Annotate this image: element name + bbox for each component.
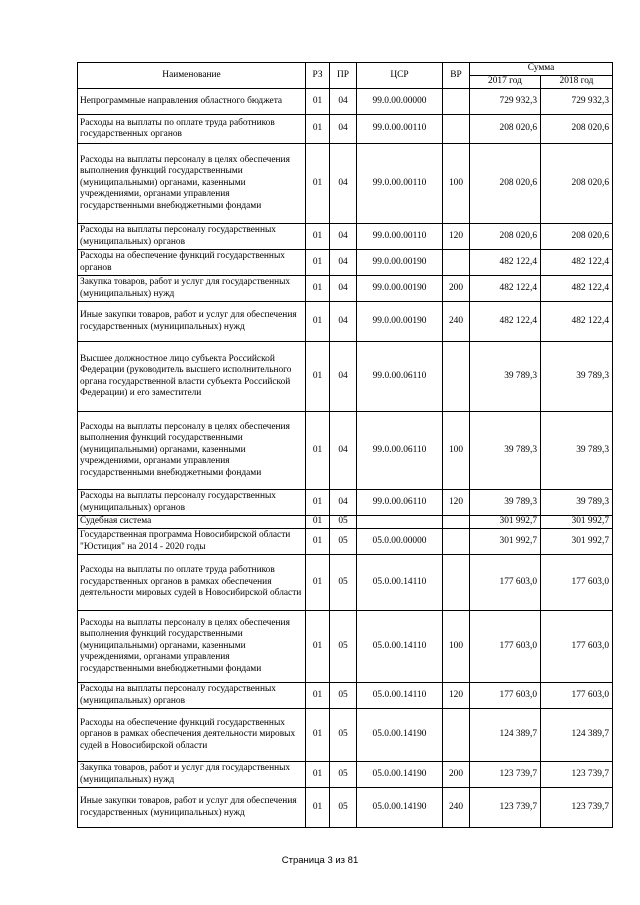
row-sum-2017: 301 992,7 xyxy=(470,529,541,555)
row-csr: 05.0.00.14110 xyxy=(357,555,443,611)
row-sum-2018: 39 789,3 xyxy=(541,412,613,490)
table-row xyxy=(78,250,613,276)
row-name: Иные закупки товаров, работ и услуг для обеспечения государственных (муниципальных) нужд xyxy=(78,788,306,828)
table-row xyxy=(78,412,613,490)
row-sum-2017: 177 603,0 xyxy=(470,683,541,709)
row-sum-2018: 123 739,7 xyxy=(541,762,613,788)
row-name: Закупка товаров, работ и услуг для государственных (муниципальных) нужд xyxy=(78,276,306,302)
table-row xyxy=(78,490,613,516)
row-csr: 05.0.00.14190 xyxy=(357,709,443,762)
row-sum-2018: 39 789,3 xyxy=(541,342,613,412)
row-csr: 99.0.00.00190 xyxy=(357,276,443,302)
row-sum-2018: 208 020,6 xyxy=(541,144,613,224)
row-rz: 01 xyxy=(306,89,330,115)
table-row xyxy=(78,302,613,342)
row-pr: 04 xyxy=(330,144,357,224)
row-vr xyxy=(443,115,470,144)
row-sum-2017: 482 122,4 xyxy=(470,276,541,302)
table-row xyxy=(78,683,613,709)
table-row xyxy=(78,529,613,555)
row-name: Закупка товаров, работ и услуг для государственных (муниципальных) нужд xyxy=(78,762,306,788)
table-row xyxy=(78,709,613,762)
row-vr xyxy=(443,250,470,276)
row-csr: 99.0.00.00190 xyxy=(357,302,443,342)
row-name: Расходы на выплаты персоналу государственных (муниципальных) органов xyxy=(78,683,306,709)
row-csr: 05.0.00.00000 xyxy=(357,529,443,555)
row-name: Судебная система xyxy=(78,516,306,529)
row-pr: 05 xyxy=(330,762,357,788)
row-pr: 04 xyxy=(330,276,357,302)
row-pr: 04 xyxy=(330,490,357,516)
row-pr: 05 xyxy=(330,709,357,762)
table-row xyxy=(78,762,613,788)
row-rz: 01 xyxy=(306,555,330,611)
row-rz: 01 xyxy=(306,529,330,555)
header-year-2018: 2018 год xyxy=(541,76,613,89)
row-csr: 99.0.00.06110 xyxy=(357,412,443,490)
row-vr: 120 xyxy=(443,683,470,709)
row-rz: 01 xyxy=(306,709,330,762)
row-pr: 04 xyxy=(330,412,357,490)
row-name: Государственная программа Новосибирской области "Юстиция" на 2014 - 2020 годы xyxy=(78,529,306,555)
row-csr: 05.0.00.14190 xyxy=(357,788,443,828)
table-row xyxy=(78,276,613,302)
row-name: Расходы на выплаты персоналу государственных (муниципальных) органов xyxy=(78,224,306,250)
row-sum-2018: 301 992,7 xyxy=(541,516,613,529)
row-sum-2018: 124 389,7 xyxy=(541,709,613,762)
row-rz: 01 xyxy=(306,224,330,250)
row-sum-2018: 177 603,0 xyxy=(541,683,613,709)
row-rz: 01 xyxy=(306,412,330,490)
row-name: Расходы на выплаты персоналу в целях обеспечения выполнения функций государственными (муниципальными) органами, казенными учреждениями, органами управления государственными внебюджетными фондами xyxy=(78,611,306,683)
row-sum-2018: 177 603,0 xyxy=(541,611,613,683)
row-name: Высшее должностное лицо субъекта Российской Федерации (руководитель высшего исполнительного органа государственной власти субъекта Российской Федерации) и его заместители xyxy=(78,342,306,412)
row-csr: 05.0.00.14190 xyxy=(357,762,443,788)
row-sum-2017: 729 932,3 xyxy=(470,89,541,115)
row-sum-2018: 123 739,7 xyxy=(541,788,613,828)
row-pr: 05 xyxy=(330,516,357,529)
row-rz: 01 xyxy=(306,342,330,412)
row-name: Расходы на обеспечение функций государственных органов xyxy=(78,250,306,276)
table-row xyxy=(78,89,613,115)
row-name: Расходы на выплаты персоналу в целях обеспечения выполнения функций государственными (муниципальными) органами, казенными учреждениями, органами управления государственными внебюджетными фондами xyxy=(78,412,306,490)
row-vr xyxy=(443,709,470,762)
row-csr: 99.0.00.00000 xyxy=(357,89,443,115)
row-sum-2017: 482 122,4 xyxy=(470,302,541,342)
row-name: Иные закупки товаров, работ и услуг для обеспечения государственных (муниципальных) нужд xyxy=(78,302,306,342)
row-pr: 04 xyxy=(330,302,357,342)
header-rz: РЗ xyxy=(306,63,330,89)
row-pr: 05 xyxy=(330,788,357,828)
row-rz: 01 xyxy=(306,250,330,276)
row-sum-2018: 177 603,0 xyxy=(541,555,613,611)
row-sum-2017: 124 389,7 xyxy=(470,709,541,762)
row-sum-2018: 482 122,4 xyxy=(541,276,613,302)
row-sum-2017: 482 122,4 xyxy=(470,250,541,276)
row-vr xyxy=(443,555,470,611)
header-vr: ВР xyxy=(443,63,470,89)
row-vr: 100 xyxy=(443,144,470,224)
row-vr xyxy=(443,516,470,529)
row-rz: 01 xyxy=(306,788,330,828)
row-sum-2017: 177 603,0 xyxy=(470,611,541,683)
row-csr: 99.0.00.00110 xyxy=(357,224,443,250)
row-sum-2018: 482 122,4 xyxy=(541,250,613,276)
table-row xyxy=(78,224,613,250)
row-sum-2017: 208 020,6 xyxy=(470,115,541,144)
row-csr: 99.0.00.06110 xyxy=(357,490,443,516)
row-csr: 99.0.00.00190 xyxy=(357,250,443,276)
row-sum-2018: 482 122,4 xyxy=(541,302,613,342)
header-sum: Сумма xyxy=(470,63,613,76)
row-vr: 120 xyxy=(443,490,470,516)
row-sum-2018: 208 020,6 xyxy=(541,224,613,250)
row-vr: 120 xyxy=(443,224,470,250)
page-number: Страница 3 из 81 xyxy=(281,855,359,866)
row-rz: 01 xyxy=(306,490,330,516)
row-sum-2017: 39 789,3 xyxy=(470,342,541,412)
table-row xyxy=(78,115,613,144)
row-sum-2018: 39 789,3 xyxy=(541,490,613,516)
row-rz: 01 xyxy=(306,276,330,302)
row-rz: 01 xyxy=(306,144,330,224)
row-sum-2018: 301 992,7 xyxy=(541,529,613,555)
row-rz: 01 xyxy=(306,762,330,788)
row-rz: 01 xyxy=(306,611,330,683)
row-rz: 01 xyxy=(306,302,330,342)
row-name: Непрограммные направления областного бюджета xyxy=(78,89,306,115)
row-vr: 240 xyxy=(443,302,470,342)
row-sum-2017: 208 020,6 xyxy=(470,224,541,250)
row-vr: 200 xyxy=(443,276,470,302)
row-vr xyxy=(443,342,470,412)
header-year-2017: 2017 год xyxy=(470,76,541,89)
row-pr: 04 xyxy=(330,224,357,250)
row-pr: 04 xyxy=(330,342,357,412)
row-rz: 01 xyxy=(306,516,330,529)
table-row xyxy=(78,611,613,683)
row-pr: 05 xyxy=(330,529,357,555)
header-csr: ЦСР xyxy=(357,63,443,89)
row-csr: 99.0.00.06110 xyxy=(357,342,443,412)
table-row xyxy=(78,516,613,529)
row-sum-2017: 301 992,7 xyxy=(470,516,541,529)
row-name: Расходы на выплаты персоналу в целях обеспечения выполнения функций государственными (муниципальными) органами, казенными учреждениями, органами управления государственными внебюджетными фондами xyxy=(78,144,306,224)
row-sum-2017: 208 020,6 xyxy=(470,144,541,224)
row-pr: 04 xyxy=(330,115,357,144)
table-row xyxy=(78,555,613,611)
row-vr xyxy=(443,529,470,555)
row-sum-2017: 39 789,3 xyxy=(470,412,541,490)
row-pr: 04 xyxy=(330,250,357,276)
row-vr: 200 xyxy=(443,762,470,788)
row-rz: 01 xyxy=(306,115,330,144)
row-csr: 05.0.00.14110 xyxy=(357,611,443,683)
table-body xyxy=(78,89,613,828)
row-sum-2018: 208 020,6 xyxy=(541,115,613,144)
table-row xyxy=(78,144,613,224)
row-sum-2018: 729 932,3 xyxy=(541,89,613,115)
row-name: Расходы на выплаты персоналу государственных (муниципальных) органов xyxy=(78,490,306,516)
row-vr: 100 xyxy=(443,412,470,490)
row-pr: 05 xyxy=(330,611,357,683)
header-name: Наименование xyxy=(78,63,306,89)
row-vr xyxy=(443,89,470,115)
row-sum-2017: 123 739,7 xyxy=(470,762,541,788)
row-name: Расходы на выплаты по оплате труда работников государственных органов в рамках обеспечения деятельности мировых судей в Новосибирской области xyxy=(78,555,306,611)
row-vr: 100 xyxy=(443,611,470,683)
row-csr: 99.0.00.00110 xyxy=(357,115,443,144)
row-csr: 99.0.00.00110 xyxy=(357,144,443,224)
header-pr: ПР xyxy=(330,63,357,89)
budget-table xyxy=(77,62,613,828)
table-row xyxy=(78,342,613,412)
row-csr: 05.0.00.14110 xyxy=(357,683,443,709)
row-name: Расходы на обеспечение функций государственных органов в рамках обеспечения деятельности мировых судей в Новосибирской области xyxy=(78,709,306,762)
row-vr: 240 xyxy=(443,788,470,828)
row-sum-2017: 123 739,7 xyxy=(470,788,541,828)
row-pr: 04 xyxy=(330,89,357,115)
row-name: Расходы на выплаты по оплате труда работников государственных органов xyxy=(78,115,306,144)
row-pr: 05 xyxy=(330,555,357,611)
row-pr: 05 xyxy=(330,683,357,709)
row-sum-2017: 39 789,3 xyxy=(470,490,541,516)
row-sum-2017: 177 603,0 xyxy=(470,555,541,611)
row-csr xyxy=(357,516,443,529)
table-row xyxy=(78,788,613,828)
row-rz: 01 xyxy=(306,683,330,709)
